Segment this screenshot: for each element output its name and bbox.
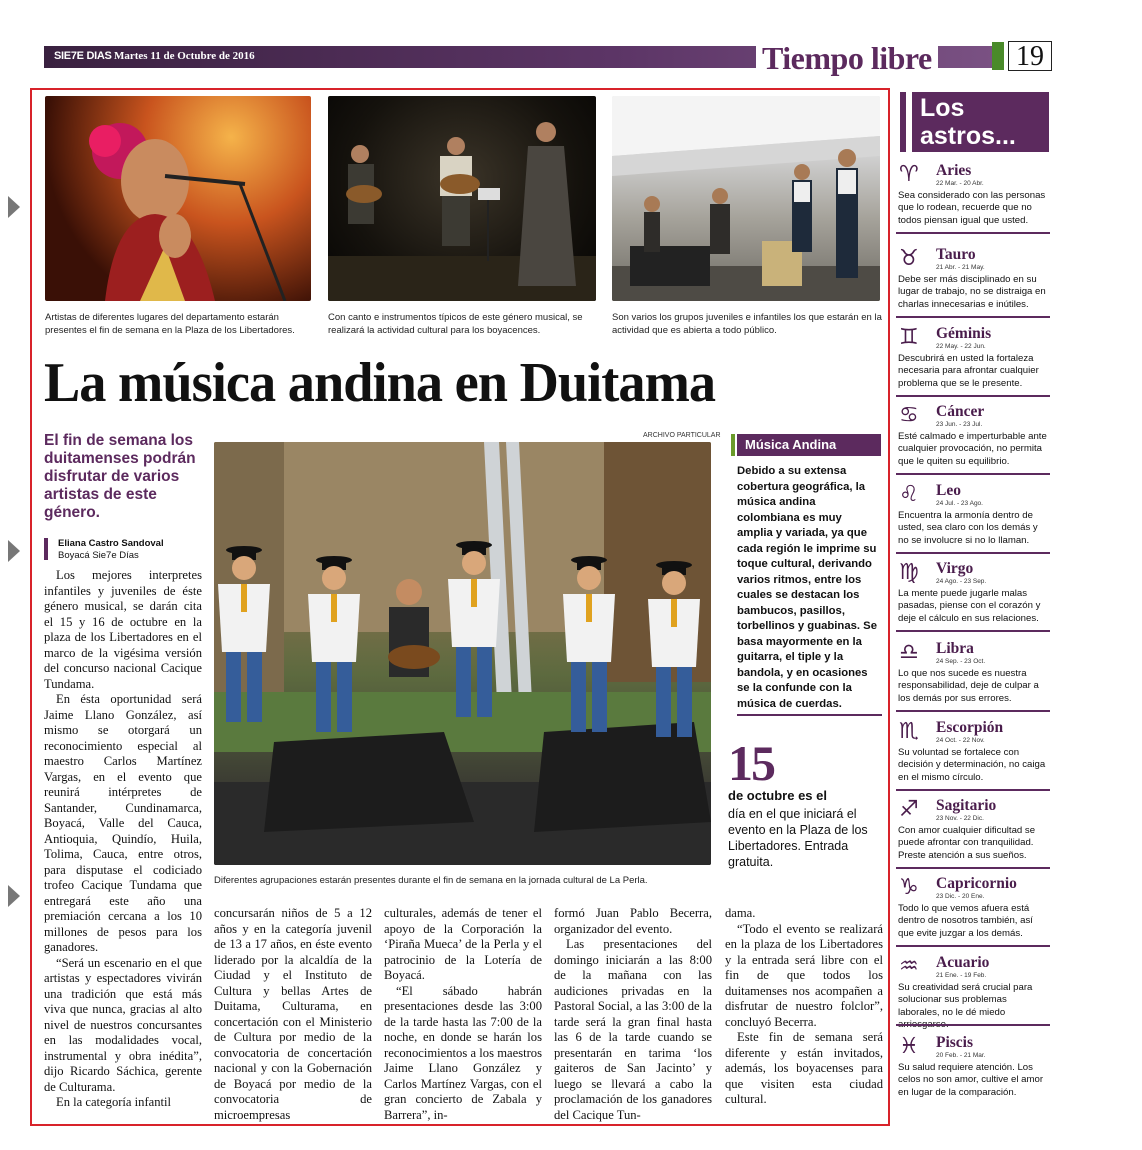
horoscope-sign xyxy=(896,323,1052,399)
sign-text: Su voluntad se fortalece con decisión y determinación, no caiga en el mismo círculo. xyxy=(898,747,1046,783)
page-number-box xyxy=(992,42,1054,70)
sidebar-box-text: Debido a su extensa cobertura geográfica, la música andina colombiana es muy amplia y variada, ya que cada región le imprime su toque cultural, derivando varios ritmos, entre los cuales se destacan los bambucos, pasillos, torbellinos y guabinas. Se basa mayormente en la guitarra, el tiple y la bandola, y en ocasiones se la confunde con la música de cuerdas. xyxy=(737,465,877,710)
zodiac-icon: ♈ xyxy=(899,162,919,187)
paragraph: “Todo el evento se realizará en la plaza de los Libertadores y la entrada será libre con el fin de que todos los duitamenses nos acompañen a disfrutar de nuestro folclor”, concluyó Becerra. xyxy=(725,921,883,1029)
divider xyxy=(896,552,1050,554)
sign-dates: 21 Ene. - 19 Feb. xyxy=(936,972,987,979)
divider xyxy=(737,714,882,716)
margin-arrow-icon xyxy=(8,540,20,562)
sidebar-box-title xyxy=(737,434,881,456)
horoscope-title: Los astros... xyxy=(912,92,1049,152)
divider xyxy=(896,630,1050,632)
sign-text: Debe ser más disciplinado en su lugar de trabajo, no se distraiga en charlas innecesarias e inútiles. xyxy=(898,274,1046,310)
photo-singer xyxy=(45,96,311,301)
paragraph: “El sábado habrán presentaciones desde las 3:00 de la tarde hasta las 7:00 de la noche, en donde se harán los reconocimientos a los maestros Jaime Llano González y Carlos Martínez Vargas, con el gran concierto de Zabala y Barrera”, in- xyxy=(384,983,542,1122)
zodiac-icon: ♉ xyxy=(899,246,919,271)
sign-name: Géminis xyxy=(936,325,992,342)
article-column-1 xyxy=(44,568,202,1111)
zodiac-icon: ♌ xyxy=(899,482,919,507)
sign-name: Cáncer xyxy=(936,403,985,420)
author-name: Eliana Castro Sandoval xyxy=(58,538,164,549)
sign-name: Piscis xyxy=(936,1034,974,1051)
sign-dates: 23 Nov. - 22 Dic. xyxy=(936,815,984,822)
article-headline: La música andina en Duitama xyxy=(44,352,716,414)
issue-date: Martes 11 de Octubre de 2016 xyxy=(114,50,255,62)
paragraph: Este fin de semana será diferente y están invitados, además, los boyacenses para que visiten esta ciudad cultural. xyxy=(725,1030,883,1106)
zodiac-icon: ♓ xyxy=(899,1034,919,1059)
horoscope-sign xyxy=(896,244,1052,320)
divider xyxy=(896,316,1050,318)
paragraph: Los mejores interpretes infantiles y juveniles de éste género musical, se darán cita el 15 y 16 de octubre en la plaza de los Libertadores en el marco de la vigésima versión del concurso nacional Cacique Tundama. xyxy=(44,568,202,691)
sign-text: Su salud requiere atención. Los celos no son amor, cultive el amor en lugar de la comparación. xyxy=(898,1062,1044,1098)
sign-text: La mente puede jugarle malas pasadas, piense con el corazón y deje el cálculo en sus relaciones. xyxy=(898,588,1041,624)
divider xyxy=(896,473,1050,475)
zodiac-icon: ♒ xyxy=(899,954,919,979)
photo-caption: Son varios los grupos juveniles e infantiles los que estarán en la actividad que es abierta a todo público. xyxy=(612,312,882,336)
sign-name: Tauro xyxy=(936,246,976,263)
photo-youth-group xyxy=(612,96,880,301)
sign-text: Esté calmado e imperturbable ante cualquier provocación, no permita que le quiten su equilibrio. xyxy=(898,431,1047,467)
page-number: 19 xyxy=(1008,41,1052,71)
sign-dates: 23 Jun. - 23 Jul. xyxy=(936,421,983,428)
article-column-5 xyxy=(725,906,883,1108)
divider xyxy=(896,395,1050,397)
zodiac-icon: ♑ xyxy=(899,875,919,900)
sign-name: Leo xyxy=(936,482,961,499)
author-outlet: Boyacá Sie7e Días xyxy=(58,550,139,561)
horoscope-sign xyxy=(896,401,1052,477)
sign-name: Escorpión xyxy=(936,719,1004,736)
sign-dates: 24 Ago. - 23 Sep. xyxy=(936,578,987,585)
photo-caption: Artistas de diferentes lugares del departamento estarán presentes el fin de semana en la Plaza de los Libertadores. xyxy=(45,312,295,336)
paragraph: En la categoría infantil xyxy=(56,1095,172,1109)
divider xyxy=(896,710,1050,712)
sidebar-title-text: Música Andina xyxy=(745,437,837,452)
horoscope-sign xyxy=(896,480,1052,556)
highlight-number: 15 xyxy=(728,735,774,791)
divider xyxy=(896,789,1050,791)
section-title: Tiempo libre xyxy=(756,40,938,77)
article-column-2 xyxy=(214,906,372,1123)
sign-name: Aries xyxy=(936,162,972,179)
sign-text: Su creatividad será crucial para solucionar sus problemas laborales, no le dé miedo xyxy=(898,982,1033,1018)
horoscope-sign xyxy=(896,873,1052,949)
sign-text: Descubrirá en usted la fortaleza necesaria para afrontar cualquier problema que se le presente. xyxy=(898,353,1039,389)
sign-text: Sea considerado con las personas que lo rodean, recuerde que no todos piensan igual que usted. xyxy=(898,190,1046,226)
horoscope-sign xyxy=(896,717,1052,793)
sign-text: Con amor cualquier dificultad se puede afrontar con tranquilidad. Preste atención a sus sueños. xyxy=(898,825,1036,861)
sign-text: Lo que nos sucede es nuestra responsabilidad, deje de culpar a los demás por sus errores. xyxy=(898,668,1039,704)
zodiac-icon: ♋ xyxy=(899,403,919,428)
photo-caption: Con canto e instrumentos típicos de este género musical, se realizará la actividad cultural para los boyacences. xyxy=(328,312,583,336)
divider xyxy=(896,1024,1050,1026)
zodiac-icon: ♐ xyxy=(899,797,919,822)
main-photo-caption: Diferentes agrupaciones estarán presentes durante el fin de semana en la jornada cultural de La Perla. xyxy=(214,875,648,886)
horoscope-sign xyxy=(896,1032,1052,1108)
photo-credit: ARCHIVO PARTICULAR xyxy=(643,432,721,439)
sign-name: Libra xyxy=(936,640,974,657)
horoscope-sign xyxy=(896,952,1052,1028)
zodiac-icon: ♎ xyxy=(899,640,919,665)
sign-text: Todo lo que vemos afuera está dentro de nosotros también, así que evite juzgar a los demás. xyxy=(898,903,1033,939)
sign-name: Sagitario xyxy=(936,797,997,814)
zodiac-icon: ♍ xyxy=(899,560,919,585)
sign-name: Virgo xyxy=(936,560,974,577)
margin-arrow-icon xyxy=(8,196,20,218)
paragraph: dama. xyxy=(725,906,756,920)
paragraph: “Será un escenario en el que artistas y espectadores vivirán una tradición que está más viva que nunca, gracias al alto nivel de nuestros concursantes en las modalidades vocal, instrumental y obra inédita”, dijo Ricardo Sáchica, gerente de Culturama. xyxy=(44,955,202,1094)
photo-children-performers xyxy=(214,442,711,865)
sign-dates: 24 Sep. - 23 Oct. xyxy=(936,658,986,665)
sign-dates: 21 Abr. - 21 May. xyxy=(936,264,985,271)
horoscope-sign xyxy=(896,795,1052,871)
article-column-4 xyxy=(554,906,712,1123)
highlight-subtitle: de octubre es el xyxy=(728,788,827,803)
sign-dates: 20 Feb. - 21 Mar. xyxy=(936,1052,986,1059)
sign-text: Encuentra la armonía dentro de usted, sea claro con los demás y no se involucre si no lo llaman. xyxy=(898,510,1038,546)
sign-dates: 24 Jul. - 23 Ago. xyxy=(936,500,983,507)
sign-dates: 24 Oct. - 22 Nov. xyxy=(936,737,985,744)
zodiac-icon: ♏ xyxy=(899,719,919,744)
divider xyxy=(896,945,1050,947)
sign-dates: 22 Mar. - 20 Abr. xyxy=(936,180,984,187)
sign-name: Acuario xyxy=(936,954,990,971)
paragraph: concursarán niños de 5 a 12 años y en la categoría juvenil de 13 a 17 años, en éste evento liderado por la alcaldía de la Ciudad y el Instituto de Cultura y bellas Artes de Duitama, Culturama, en concertación con el Ministerio de Cultura por medio de la convocatoria de concertación nacional y con la Gobernación de Boyacá por medio de la convocatoria de microempresas xyxy=(214,906,372,1122)
highlight-description: día en el que iniciará el evento en la Plaza de los Libertadores. Entrada gratuita. xyxy=(728,807,868,869)
margin-arrow-icon xyxy=(8,885,20,907)
paragraph: culturales, además de tener el apoyo de la Corporación la ‘Piraña Mueca’ de la Perla y el patrocinio de la Lotería de Boyacá. xyxy=(384,906,542,982)
horoscope-sign xyxy=(896,558,1052,634)
horoscope-accent-bar xyxy=(900,92,906,152)
divider xyxy=(896,867,1050,869)
sign-dates: 22 May. - 22 Jun. xyxy=(936,343,986,350)
article-column-3 xyxy=(384,906,542,1123)
zodiac-icon: ♊ xyxy=(899,325,919,350)
photo-stage-trio xyxy=(328,96,596,301)
paragraph: formó Juan Pablo Becerra, organizador del evento. xyxy=(554,906,712,936)
paragraph: En ésta oportunidad será Jaime Llano González, así mismo se otorgará un reconocimiento especial al maestro Carlos Martínez Vargas, en el evento que reunirá intérpretes de Santander, Cundinamarca, Boyacá, Valle del Cauca, Antioquia, Quindío, Huila, Tolima, Cauca, entre otros, para disputase el codiciado trofeo Cacique Tundama que entregará este año una premiación cercana a los 10 millones de pesos para los ganadores. xyxy=(44,692,202,954)
sign-dates: 23 Dic. - 20 Ene. xyxy=(936,893,985,900)
brand-name: SIE7E DIAS xyxy=(54,50,112,62)
sign-name: Capricornio xyxy=(936,875,1017,892)
horoscope-sign xyxy=(896,638,1052,714)
paragraph: Las presentaciones del domingo iniciarán a las 8:00 de la mañana con las audiciones privadas en la Pastoral Social, a las 3:00 de la tarde será la gran final hasta las 6 de la tarde cuando se presentarán en tarima ‘los gaiteros de San Jacinto’ y luego se llevará a cabo la proclamación de los ganadores del Cacique Tun- xyxy=(554,937,712,1122)
horoscope-sign xyxy=(896,160,1052,236)
article-dek: El fin de semana los duitamenses podrán disfrutar de varios artistas de este género. xyxy=(44,432,196,521)
divider xyxy=(896,232,1050,234)
